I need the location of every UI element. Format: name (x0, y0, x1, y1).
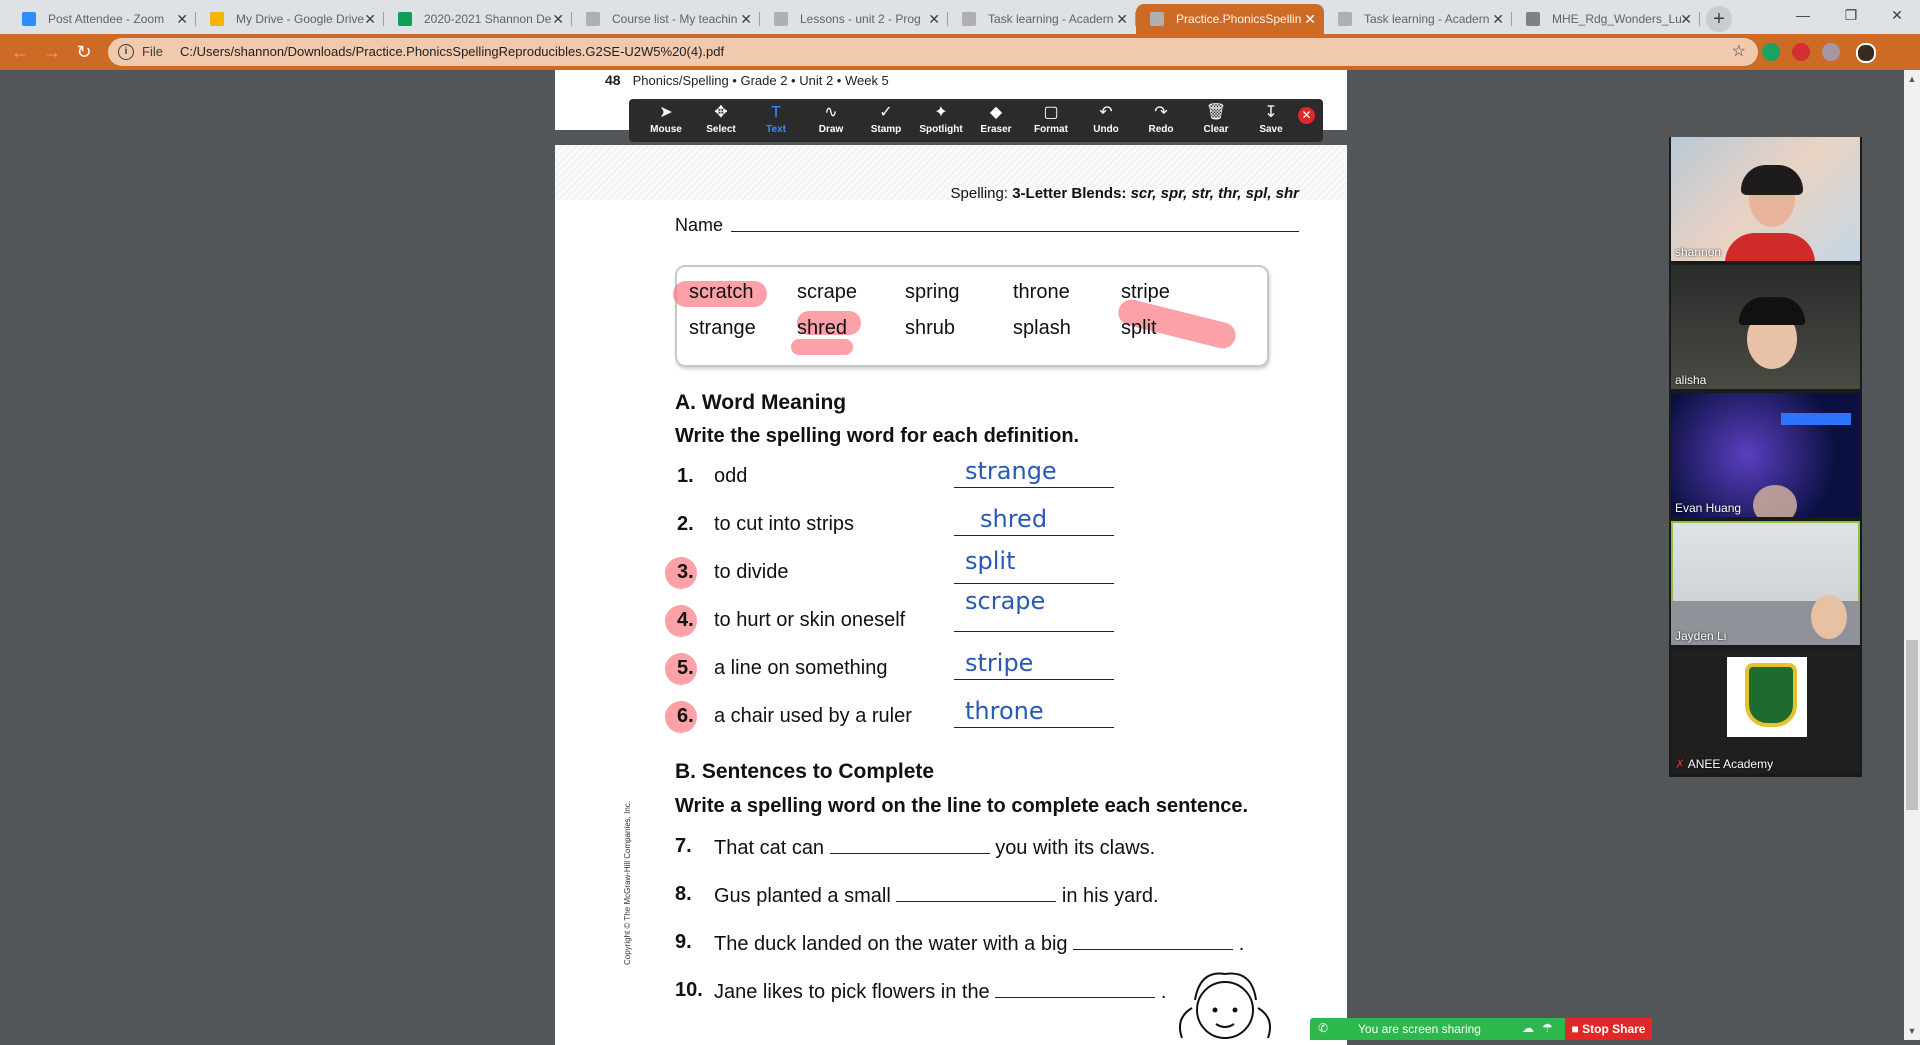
word-bank-word: strange (689, 317, 756, 339)
browser-tab[interactable] (1512, 4, 1700, 34)
section-a-instruction: Write the spelling word for each definition. (675, 425, 1080, 447)
subject-blends: scr, spr, str, thr, spl, shr (1130, 185, 1299, 202)
close-tab-icon[interactable]: ✕ (176, 11, 188, 27)
tab-title: Lessons - unit 2 - Prog (800, 12, 921, 26)
page-icon (1338, 12, 1352, 26)
answer-line[interactable] (954, 727, 1114, 728)
participant-name: alisha (1675, 373, 1707, 387)
reload-button[interactable]: ↻ (76, 42, 92, 62)
handwritten-answer: scrape (965, 587, 1046, 615)
cloud-icon: ☁ (1522, 1021, 1534, 1035)
participant-face (1811, 595, 1847, 639)
zoom-icon (22, 12, 36, 26)
participant-hair (1741, 165, 1803, 195)
browser-tab[interactable] (760, 4, 948, 34)
sentence-end: you with its claws. (995, 837, 1156, 859)
close-annotation-icon[interactable]: ✕ (1298, 107, 1315, 124)
tab-title: Task learning - Acadern (1364, 12, 1490, 26)
tool-label: Redo (1148, 124, 1174, 135)
new-tab-button[interactable]: + (1706, 6, 1732, 32)
tool-label: Save (1259, 124, 1283, 135)
tab-title: Course list - My teachin (612, 12, 738, 26)
definition-text: to hurt or skin oneself (714, 609, 906, 631)
close-window-button[interactable]: ✕ (1891, 7, 1903, 23)
handwritten-answer: throne (965, 697, 1044, 725)
redo-icon: ↷ (1154, 104, 1168, 121)
forward-button[interactable]: → (43, 42, 61, 62)
page-number: 48 (605, 72, 621, 88)
sentence-start: Jane likes to pick flowers in the (714, 981, 990, 1003)
tool-label: Format (1034, 124, 1068, 135)
zoom-annotation-toolbar (629, 99, 1323, 142)
item-number: 3. (677, 561, 694, 583)
answer-line[interactable] (954, 679, 1114, 680)
muted-mic-icon: ✗ (1675, 757, 1686, 771)
close-tab-icon[interactable]: ✕ (1680, 11, 1692, 27)
info-icon[interactable]: i (118, 44, 134, 60)
sentence-end: in his yard. (1061, 885, 1159, 907)
word-bank-word: throne (1013, 281, 1070, 303)
sentence-start: That cat can (714, 837, 825, 859)
highlight-mark (791, 339, 853, 355)
close-tab-icon[interactable]: ✕ (552, 11, 564, 27)
browser-tab[interactable] (1324, 4, 1512, 34)
definition-text: a chair used by a ruler (714, 705, 912, 727)
browser-tab[interactable] (1136, 4, 1324, 34)
minimize-button[interactable]: — (1796, 7, 1810, 23)
annotate-eraser-button[interactable] (971, 99, 1021, 142)
url-text[interactable]: C:/Users/shannon/Downloads/Practice.PhonicsSpellingReproducibles.G2SE-U2W5%20(4).pdf (180, 44, 725, 59)
restore-button[interactable]: ❐ (1844, 7, 1858, 23)
tool-label: Undo (1093, 124, 1119, 135)
scroll-down-icon[interactable]: ▼ (1907, 1026, 1917, 1036)
close-tab-icon[interactable]: ✕ (1492, 11, 1504, 27)
word-bank-word: splash (1013, 317, 1071, 339)
participant-video-panel (1669, 137, 1862, 777)
move-icon: ✥ (714, 104, 728, 121)
subject-bold: 3-Letter Blends: (1012, 185, 1127, 202)
participant-name: Evan Huang (1675, 501, 1742, 515)
tool-label: Stamp (870, 124, 902, 135)
annotate-draw-button[interactable] (806, 99, 856, 142)
vertical-scrollbar[interactable] (1904, 70, 1920, 1040)
tool-label: Mouse (650, 124, 682, 135)
scheme-label: File (142, 44, 163, 59)
item-number: 10. (675, 979, 703, 1001)
definition-text: to divide (714, 561, 789, 583)
handwritten-answer: strange (965, 457, 1057, 485)
handwritten-answer: split (965, 547, 1016, 575)
annotate-select-button[interactable] (696, 99, 746, 142)
stamp-icon: ✓ (879, 104, 893, 121)
page-header-text: Phonics/Spelling • Grade 2 • Unit 2 • Week 5 (632, 73, 889, 88)
annotate-save-button[interactable] (1246, 99, 1296, 142)
trash-icon: 🗑 (1205, 104, 1227, 121)
sentence (714, 835, 1155, 860)
spelling-subject (951, 185, 1300, 202)
browser-toolbar (0, 34, 1920, 70)
answer-blank[interactable] (830, 835, 990, 854)
participant-hair (1739, 297, 1805, 325)
sentence (714, 979, 1166, 1004)
extension-icon[interactable] (1792, 43, 1810, 61)
page-icon (774, 12, 788, 26)
drive-icon (210, 12, 224, 26)
stop-share-button[interactable] (1565, 1018, 1652, 1040)
annotate-spotlight-button[interactable] (916, 99, 966, 142)
back-button[interactable]: ← (11, 42, 29, 62)
participant-face (1753, 485, 1797, 517)
browser-tab[interactable] (948, 4, 1136, 34)
format-icon: ▢ (1043, 104, 1059, 121)
browser-tab[interactable] (8, 4, 196, 34)
annotate-clear-button[interactable] (1191, 99, 1241, 142)
tool-label: Eraser (980, 124, 1012, 135)
close-tab-icon[interactable]: ✕ (364, 11, 376, 27)
word-bank-word: spring (905, 281, 960, 303)
girl-illustration (1170, 960, 1280, 1045)
answer-blank[interactable] (896, 883, 1056, 902)
answer-line[interactable] (954, 535, 1114, 536)
tool-label: Clear (1203, 124, 1229, 135)
extensions-puzzle-icon[interactable] (1822, 43, 1840, 61)
answer-blank[interactable] (1073, 931, 1233, 950)
video-tile[interactable] (1671, 521, 1860, 645)
browser-tab[interactable] (196, 4, 384, 34)
draw-icon: ∿ (824, 104, 838, 121)
annotate-text-button[interactable] (751, 99, 801, 142)
definition-text: to cut into strips (714, 513, 855, 535)
scrollbar-thumb[interactable] (1906, 640, 1918, 810)
annotate-redo-button[interactable] (1136, 99, 1186, 142)
profile-avatar[interactable] (1856, 43, 1876, 63)
item-number: 7. (675, 835, 692, 857)
annotate-format-button[interactable] (1026, 99, 1076, 142)
answer-line[interactable] (954, 487, 1114, 488)
address-bar[interactable] (108, 38, 1758, 66)
tab-title: Practice.PhonicsSpellin (1176, 12, 1302, 26)
item-number: 5. (677, 657, 694, 679)
word-bank-word: scrape (797, 281, 858, 303)
tab-separator (1699, 12, 1700, 26)
item-number: 4. (677, 609, 694, 631)
browser-tab-strip (0, 0, 1920, 34)
item-number: 8. (675, 883, 692, 905)
annotate-stamp-button[interactable] (861, 99, 911, 142)
close-tab-icon[interactable]: ✕ (740, 11, 752, 27)
definition-text: odd (714, 465, 748, 487)
page-icon (962, 12, 976, 26)
scroll-up-icon[interactable]: ▲ (1907, 74, 1917, 84)
tab-title: 2020-2021 Shannon De (424, 12, 552, 26)
globe-icon (1526, 12, 1540, 26)
answer-line[interactable] (954, 631, 1114, 632)
pdf-page-header (605, 72, 889, 88)
extension-icon[interactable] (1762, 43, 1780, 61)
stop-share-label: Stop Share (1582, 1022, 1646, 1036)
screen-text-block (1781, 413, 1851, 425)
subject-prefix: Spelling: (950, 185, 1009, 202)
participant-name: Jayden Li (1675, 629, 1727, 643)
sentence-end: . (1160, 981, 1167, 1003)
word-bank-word: split (1121, 317, 1157, 339)
close-tab-icon[interactable]: ✕ (1116, 11, 1128, 27)
definition-text: a line on something (714, 657, 888, 679)
sentence-start: Gus planted a small (714, 885, 891, 907)
video-tile[interactable] (1671, 137, 1860, 261)
tool-label: Spotlight (919, 124, 963, 135)
word-bank-word: scratch (689, 281, 754, 303)
word-bank-word: shred (797, 317, 848, 339)
handwritten-answer: stripe (965, 649, 1034, 677)
participant-name: shannon (1675, 245, 1722, 259)
annotate-mouse-button[interactable] (641, 99, 691, 142)
tab-title: Task learning - Acadern (988, 12, 1114, 26)
bookmark-star-icon[interactable]: ☆ (1731, 43, 1746, 60)
sentence (714, 931, 1244, 956)
phone-icon: ✆ (1318, 1021, 1329, 1035)
word-bank (675, 265, 1269, 367)
word-bank-word: stripe (1121, 281, 1170, 303)
browser-tab[interactable] (384, 4, 572, 34)
eraser-icon: ◆ (989, 104, 1003, 121)
pdf-page (555, 145, 1347, 1045)
close-tab-icon[interactable]: ✕ (928, 11, 940, 27)
participant-shirt (1725, 233, 1815, 261)
tool-label: Draw (818, 124, 844, 135)
sentence (714, 883, 1159, 908)
text-icon: T (771, 104, 781, 121)
annotate-undo-button[interactable] (1081, 99, 1131, 142)
page-icon (1150, 12, 1164, 26)
tab-title: Post Attendee - Zoom (48, 12, 165, 26)
sentence-end: . (1238, 933, 1245, 955)
tab-title: My Drive - Google Drive (236, 12, 365, 26)
section-b-heading: B. Sentences to Complete (675, 760, 935, 783)
video-tile[interactable] (1671, 265, 1860, 389)
video-tile[interactable] (1671, 393, 1860, 517)
name-label: Name (675, 215, 724, 235)
tab-title: MHE_Rdg_Wonders_Lu (1552, 12, 1682, 26)
shield-icon: ☂ (1542, 1021, 1553, 1035)
sharing-status: You are screen sharing (1358, 1022, 1481, 1036)
section-b-instruction: Write a spelling word on the line to complete each sentence. (675, 795, 1249, 817)
item-number: 6. (677, 705, 694, 727)
stop-icon: ■ (1571, 1022, 1579, 1036)
participant-name: ✗ ANEE Academy (1675, 757, 1774, 771)
page-icon (586, 12, 600, 26)
save-icon: ↧ (1264, 104, 1278, 121)
tool-label: Select (706, 124, 736, 135)
cursor-icon: ➤ (659, 104, 673, 121)
close-tab-icon[interactable]: ✕ (1304, 11, 1316, 27)
item-number: 1. (677, 465, 694, 487)
item-number: 9. (675, 931, 692, 953)
undo-icon: ↶ (1099, 104, 1113, 121)
answer-line[interactable] (954, 583, 1114, 584)
academy-logo-icon (1727, 657, 1807, 737)
tool-label: Text (766, 124, 786, 135)
video-tile[interactable] (1671, 649, 1860, 773)
name-line[interactable] (731, 231, 1299, 232)
item-number: 2. (677, 513, 694, 535)
sheets-icon (398, 12, 412, 26)
handwritten-answer: shred (980, 505, 1048, 533)
copyright-text: Copyright © The McGraw-Hill Companies, Inc. (623, 800, 632, 965)
answer-blank[interactable] (995, 979, 1155, 998)
section-a-heading: A. Word Meaning (675, 391, 847, 414)
word-bank-word: shrub (905, 317, 956, 339)
sentence-start: The duck landed on the water with a big (714, 933, 1068, 955)
browser-tab[interactable] (572, 4, 760, 34)
spotlight-icon: ✦ (934, 104, 948, 121)
